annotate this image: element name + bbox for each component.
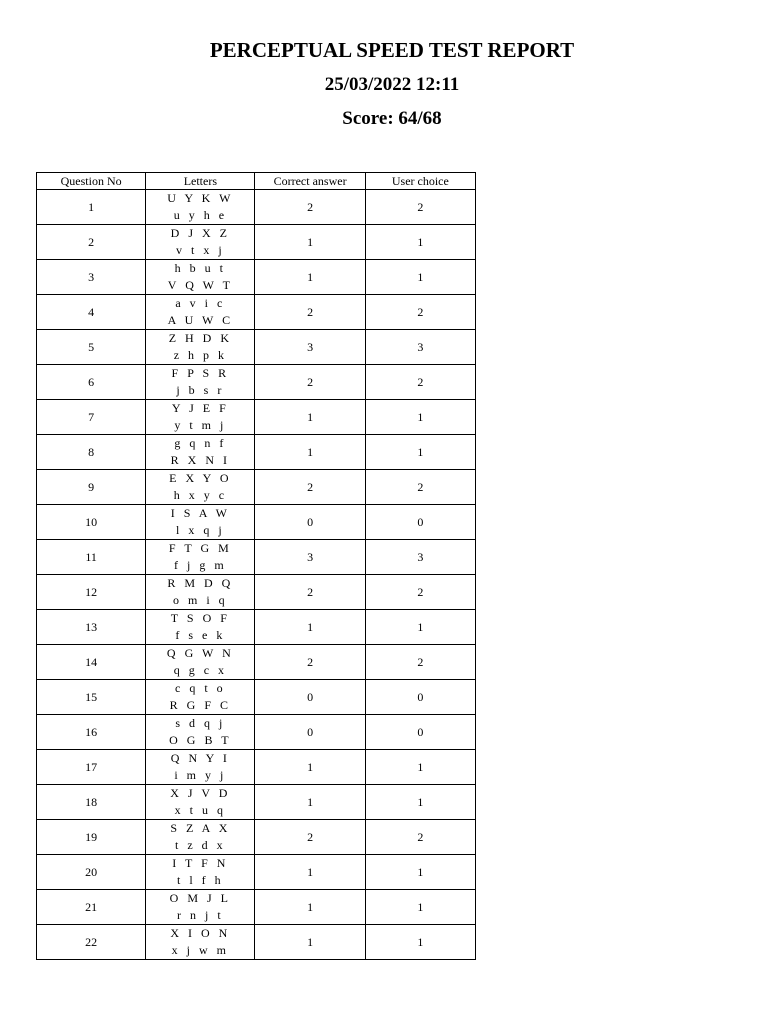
letters-top-row: F P S R [171,366,230,380]
letters-bottom-row: v t x j [176,243,225,257]
letters-cell [146,365,255,400]
letters-bottom-row: x t u q [174,803,227,817]
correct-answer-cell: 1 [255,925,365,960]
correct-answer-cell: 1 [255,890,365,925]
correct-answer-cell: 0 [255,680,365,715]
correct-answer-cell: 1 [255,225,365,260]
letters-top-row: Z H D K [168,331,233,345]
correct-answer-cell: 3 [255,330,365,365]
user-choice-cell: 1 [365,750,475,785]
letters-cell [146,260,255,295]
letters-top-row: I S A W [170,506,230,520]
letters-cell [146,750,255,785]
letters-cell [146,400,255,435]
table-row [37,365,476,400]
report-score: Score: 64/68 [342,108,442,129]
table-row [37,435,476,470]
letters-cell [146,505,255,540]
letters-top-row: E X Y O [169,471,232,485]
letters-bottom-row: t l f h [177,873,224,887]
correct-answer-cell: 2 [255,190,365,225]
letters-bottom-row: R X N I [170,453,231,467]
letters-bottom-row: R G F C [169,698,232,712]
letters-top-row: X J V D [170,786,231,800]
letters-top-row: F T G M [168,541,232,555]
report-title: PERCEPTUAL SPEED TEST REPORT [209,38,575,62]
letters-top-row: Q N Y I [170,751,230,765]
letters-top-row: c q t o [175,681,226,695]
correct-answer-cell: 2 [255,820,365,855]
question-number-cell: 3 [37,260,146,295]
correct-answer-cell: 2 [255,575,365,610]
letters-bottom-row: h x y c [173,488,228,502]
user-choice-cell: 1 [365,890,475,925]
letters-cell [146,610,255,645]
letters-bottom-row: x j w m [171,943,230,957]
user-choice-cell: 2 [365,470,475,505]
table-row [37,575,476,610]
letters-cell [146,925,255,960]
correct-answer-cell: 3 [255,540,365,575]
user-choice-cell: 1 [365,855,475,890]
table-row [37,855,476,890]
letters-top-row: a v i c [175,296,226,310]
header-question-no: Question No [37,173,146,190]
letters-top-row: S Z A X [170,821,231,835]
question-number-cell: 15 [37,680,146,715]
letters-cell [146,190,255,225]
table-row [37,295,476,330]
table-row [37,505,476,540]
user-choice-cell: 2 [365,575,475,610]
letters-bottom-row: o m i q [173,593,228,607]
correct-answer-cell: 1 [255,750,365,785]
letters-bottom-row: q g c x [173,663,228,677]
table-row [37,890,476,925]
question-number-cell: 12 [37,575,146,610]
user-choice-cell: 2 [365,295,475,330]
table-row [37,470,476,505]
table-row [37,610,476,645]
letters-bottom-row: l x q j [176,523,225,537]
question-number-cell: 4 [37,295,146,330]
header-letters: Letters [146,173,255,190]
letters-bottom-row: j b s r [176,383,225,397]
user-choice-cell: 1 [365,435,475,470]
correct-answer-cell: 2 [255,365,365,400]
question-number-cell: 2 [37,225,146,260]
letters-cell [146,435,255,470]
question-number-cell: 1 [37,190,146,225]
correct-answer-cell: 0 [255,505,365,540]
letters-top-row: O M J L [169,891,232,905]
table-row [37,540,476,575]
letters-top-row: U Y K W [167,191,234,205]
results-table [36,172,476,960]
correct-answer-cell: 1 [255,855,365,890]
correct-answer-cell: 2 [255,645,365,680]
question-number-cell: 7 [37,400,146,435]
table-row [37,680,476,715]
letters-bottom-row: f s e k [175,628,226,642]
table-row [37,225,476,260]
letters-cell [146,575,255,610]
letters-top-row: D J X Z [170,226,231,240]
table-row [37,925,476,960]
question-number-cell: 19 [37,820,146,855]
table-header-row [37,173,476,190]
user-choice-cell: 1 [365,610,475,645]
letters-cell [146,785,255,820]
user-choice-cell: 2 [365,190,475,225]
letters-cell [146,855,255,890]
correct-answer-cell: 2 [255,295,365,330]
correct-answer-cell: 1 [255,610,365,645]
letters-bottom-row: f j g m [174,558,227,572]
letters-bottom-row: r n j t [177,908,224,922]
user-choice-cell: 1 [365,260,475,295]
table-row [37,645,476,680]
letters-top-row: h b u t [174,261,227,275]
user-choice-cell: 0 [365,505,475,540]
letters-top-row: T S O F [170,611,230,625]
user-choice-cell: 0 [365,715,475,750]
correct-answer-cell: 0 [255,715,365,750]
letters-cell [146,330,255,365]
question-number-cell: 21 [37,890,146,925]
letters-cell [146,890,255,925]
letters-cell [146,715,255,750]
letters-top-row: Y J E F [171,401,229,415]
letters-cell [146,645,255,680]
question-number-cell: 22 [37,925,146,960]
correct-answer-cell: 1 [255,260,365,295]
question-number-cell: 16 [37,715,146,750]
table-row [37,715,476,750]
letters-top-row: g q n f [174,436,227,450]
letters-cell [146,470,255,505]
question-number-cell: 18 [37,785,146,820]
user-choice-cell: 2 [365,365,475,400]
letters-bottom-row: t z d x [175,838,226,852]
letters-cell [146,225,255,260]
report-datetime: 25/03/2022 12:11 [324,74,460,95]
letters-cell [146,680,255,715]
table-row [37,820,476,855]
letters-top-row: Q G W N [166,646,234,660]
table-row [37,330,476,365]
user-choice-cell: 1 [365,225,475,260]
question-number-cell: 6 [37,365,146,400]
letters-cell [146,295,255,330]
letters-bottom-row: y t m j [174,418,227,432]
user-choice-cell: 3 [365,330,475,365]
user-choice-cell: 2 [365,820,475,855]
correct-answer-cell: 1 [255,400,365,435]
letters-bottom-row: u y h e [173,208,228,222]
question-number-cell: 10 [37,505,146,540]
user-choice-cell: 1 [365,925,475,960]
question-number-cell: 5 [37,330,146,365]
letters-bottom-row: O G B T [169,733,232,747]
letters-top-row: I T F N [172,856,229,870]
header-user-choice: User choice [365,173,475,190]
letters-bottom-row: V Q W T [167,278,233,292]
letters-cell [146,820,255,855]
correct-answer-cell: 1 [255,435,365,470]
table-row [37,260,476,295]
table-row [37,750,476,785]
table-body [37,190,476,960]
question-number-cell: 17 [37,750,146,785]
letters-bottom-row: A U W C [167,313,234,327]
letters-cell [146,540,255,575]
header-correct-answer: Correct answer [255,173,365,190]
user-choice-cell: 1 [365,400,475,435]
user-choice-cell: 3 [365,540,475,575]
question-number-cell: 14 [37,645,146,680]
question-number-cell: 11 [37,540,146,575]
correct-answer-cell: 1 [255,785,365,820]
question-number-cell: 20 [37,855,146,890]
user-choice-cell: 2 [365,645,475,680]
question-number-cell: 13 [37,610,146,645]
letters-bottom-row: i m y j [174,768,227,782]
table-row [37,400,476,435]
question-number-cell: 8 [37,435,146,470]
table-row [37,190,476,225]
table-row [37,785,476,820]
user-choice-cell: 1 [365,785,475,820]
correct-answer-cell: 2 [255,470,365,505]
letters-bottom-row: z h p k [173,348,228,362]
letters-top-row: X I O N [170,926,231,940]
letters-top-row: R M D Q [167,576,234,590]
question-number-cell: 9 [37,470,146,505]
letters-top-row: s d q j [175,716,226,730]
user-choice-cell: 0 [365,680,475,715]
